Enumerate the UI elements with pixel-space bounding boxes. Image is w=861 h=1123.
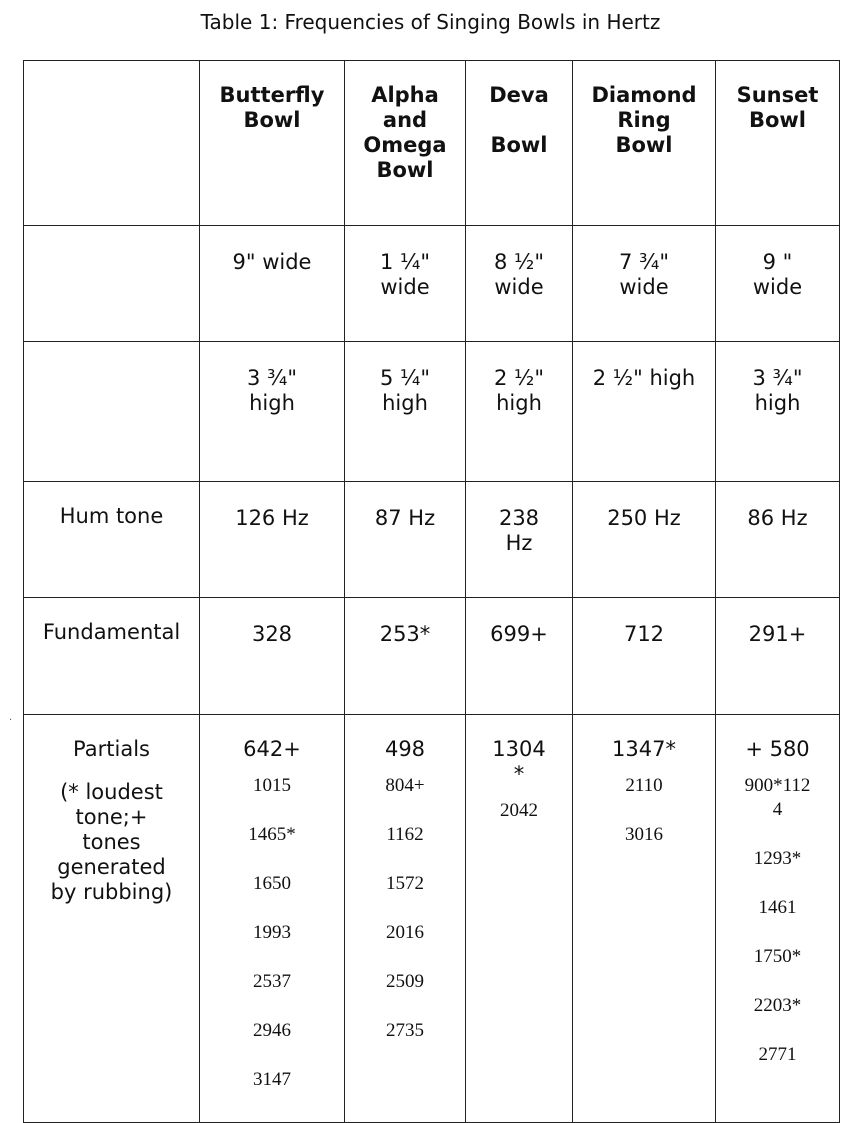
cell-line: high [496,391,542,415]
header-sunset [716,61,840,226]
row-label-empty [24,342,200,482]
width-cell [200,226,345,342]
width-row [24,226,840,342]
partial-value: 2771 [758,1044,797,1065]
header-line: Bowl [748,108,807,132]
note-line: tones [82,830,141,854]
partial-value: 2537 [253,971,291,992]
row-label-hum-tone: Hum tone [24,482,200,598]
partial-value: 2509 [386,971,424,992]
header-row [24,61,840,226]
header-line: Diamond [591,83,697,107]
width-cell [466,226,573,342]
note-line: by rubbing) [50,880,173,904]
partial-value: 1465* [248,824,296,845]
cell-line: 238 [498,506,540,530]
partials-row [24,715,840,1123]
partial-value: 1162 [386,824,424,845]
fundamental-cell: 328 [200,598,345,715]
cell-line: 8 ½" [493,250,545,274]
header-diamond-ring [573,61,716,226]
hum-tone-row [24,482,840,598]
stray-dot: . [9,712,13,723]
width-cell [345,226,466,342]
partials-cell-deva [466,715,573,1123]
header-line: Bowl [376,158,434,182]
partial-list [573,774,715,847]
partial-primary: + 580 [745,737,810,761]
cell-line: 87 Hz [374,506,436,530]
cell-line: 1 ¼" [379,250,431,274]
partial-value: 2203* [753,995,802,1016]
cell-line: 9" wide [232,250,312,274]
header-line: Alpha [371,83,439,107]
cell-line: 2 ½" high [592,366,696,390]
partials-note [24,762,199,905]
partial-value: 1293* [753,848,802,869]
cell-line: Hz [505,531,533,555]
partial-value: 2042 [500,800,538,821]
fundamental-row [24,598,840,715]
header-line: Deva [489,83,549,107]
header-line: Bowl [243,108,301,132]
cell-line: 86 Hz [747,506,808,530]
note-line: generated [57,855,166,879]
cell-line: wide [494,275,544,299]
cell-line: high [249,391,295,415]
cell-line: wide [619,275,669,299]
height-row [24,342,840,482]
note-line: (* loudest [60,780,163,804]
header-deva [466,61,573,226]
partial-value: 804+ [385,775,425,796]
note-line: tone;+ [75,805,148,829]
header-line: Bowl [615,133,673,157]
width-cell [573,226,716,342]
height-cell [466,342,573,482]
hum-cell [466,482,573,598]
partial-value: 900*112 [744,775,811,796]
cell-line: 126 Hz [235,506,309,530]
partial-list [466,799,572,823]
partial-primary-line: * [513,762,525,786]
partial-value: 3016 [625,824,663,845]
header-butterfly [200,61,345,226]
header-line: and [382,108,428,132]
cell-line: 3 ¾" [752,366,803,390]
height-cell [200,342,345,482]
header-line: Omega [363,133,447,157]
partial-value: 1750* [753,946,802,967]
partial-value: 1993 [253,922,291,943]
cell-line: 9 " [762,250,793,274]
partial-value: 4 [772,799,783,820]
fundamental-cell: 699+ [466,598,573,715]
hum-cell [345,482,466,598]
header-line: Sunset [736,83,819,107]
partial-value: 1650 [253,873,291,894]
partial-list [716,774,839,1067]
partial-value: 3147 [253,1069,291,1090]
hum-cell [716,482,840,598]
partials-cell-butterfly [200,715,345,1123]
partial-value: 2735 [386,1020,424,1041]
partials-cell-sunset [716,715,840,1123]
partial-primary: 498 [384,737,426,761]
cell-line: high [382,391,428,415]
height-cell [573,342,716,482]
partials-cell-diamond-ring [573,715,716,1123]
row-label-partials [24,715,200,1123]
fundamental-cell: 291+ [716,598,840,715]
cell-line: 5 ¼" [379,366,431,390]
cell-line: wide [752,275,803,299]
partial-primary: 1347* [612,737,676,761]
frequency-table [23,60,840,1123]
cell-line: 3 ¾" [246,366,298,390]
table-caption: Table 1: Frequencies of Singing Bowls in Hertz [200,10,661,34]
header-spacer [466,108,572,133]
height-cell [345,342,466,482]
header-line: Bowl [490,133,548,157]
partial-primary-line: 1304 [492,737,546,761]
row-label-fundamental: Fundamental [24,598,200,715]
partials-label: Partials [73,737,150,761]
header-line: Butterfly [219,83,325,107]
partial-value: 2016 [386,922,424,943]
cell-line: high [754,391,801,415]
partial-list [345,774,465,1043]
fundamental-cell: 712 [573,598,716,715]
hum-cell [200,482,345,598]
row-label-empty [24,226,200,342]
header-line: Ring [617,108,671,132]
partials-cell-alpha-omega [345,715,466,1123]
partial-value: 1461 [758,897,797,918]
cell-line: 2 ½" [493,366,545,390]
partial-value: 1015 [253,775,291,796]
partial-value: 2110 [625,775,663,796]
height-cell [716,342,840,482]
partial-primary [466,715,572,787]
width-cell [716,226,840,342]
cell-line: 7 ¾" [618,250,670,274]
cell-line: wide [380,275,430,299]
hum-cell [573,482,716,598]
corner-cell [24,61,200,226]
partial-value: 2946 [253,1020,291,1041]
cell-line: 250 Hz [607,506,681,530]
partial-list [200,774,344,1092]
partial-primary: 642+ [243,737,301,761]
header-alpha-omega [345,61,466,226]
partial-value: 1572 [386,873,424,894]
fundamental-cell: 253* [345,598,466,715]
